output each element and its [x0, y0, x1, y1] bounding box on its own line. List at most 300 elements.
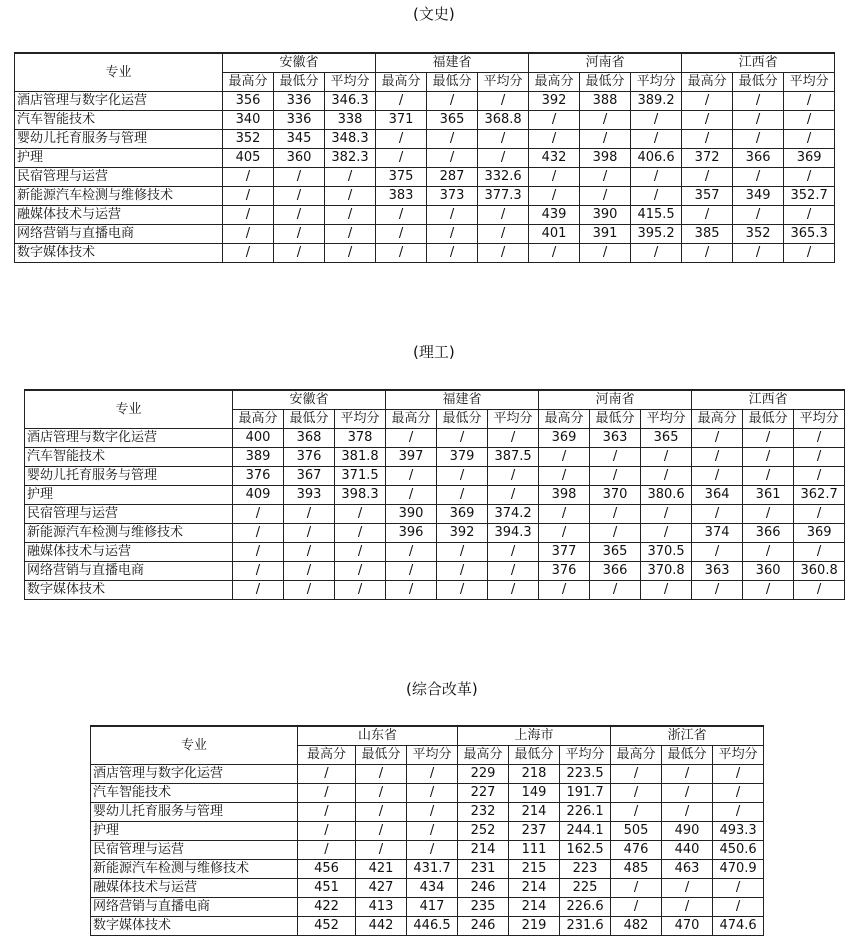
score-cell: 390 — [386, 505, 437, 524]
score-type-header: 最低分 — [274, 73, 325, 92]
score-cell: / — [478, 206, 529, 225]
score-cell: 493.3 — [713, 822, 764, 841]
score-type-header: 最低分 — [662, 746, 713, 765]
score-type-header: 最低分 — [437, 410, 488, 429]
score-cell: / — [298, 822, 356, 841]
score-type-header: 最高分 — [692, 410, 743, 429]
major-name: 汽车智能技术 — [25, 448, 233, 467]
score-cell: 392 — [437, 524, 488, 543]
score-cell: / — [682, 206, 733, 225]
score-cell: / — [356, 765, 407, 784]
score-cell: / — [488, 562, 539, 581]
score-cell: / — [784, 111, 835, 130]
score-cell: 422 — [298, 898, 356, 917]
score-table-wenshi — [14, 52, 835, 263]
score-cell: 450.6 — [713, 841, 764, 860]
score-cell: 434 — [407, 879, 458, 898]
score-cell: / — [692, 505, 743, 524]
table-row — [25, 524, 845, 543]
province-header: 江西省 — [682, 53, 835, 73]
score-cell: / — [631, 244, 682, 263]
score-cell: / — [386, 429, 437, 448]
score-cell: / — [437, 486, 488, 505]
score-cell: / — [223, 187, 274, 206]
score-type-header: 最低分 — [284, 410, 335, 429]
score-cell: / — [611, 803, 662, 822]
major-name: 汽车智能技术 — [15, 111, 223, 130]
score-cell: 363 — [692, 562, 743, 581]
score-cell: 338 — [325, 111, 376, 130]
score-cell: 223.5 — [560, 765, 611, 784]
score-cell: / — [682, 92, 733, 111]
table-row — [15, 244, 835, 263]
score-cell: / — [427, 92, 478, 111]
score-cell: 371.5 — [335, 467, 386, 486]
score-cell: / — [662, 803, 713, 822]
score-cell: / — [356, 822, 407, 841]
score-cell: / — [692, 429, 743, 448]
score-cell: 360.8 — [794, 562, 845, 581]
score-cell: / — [590, 524, 641, 543]
score-cell: / — [376, 92, 427, 111]
major-name: 酒店管理与数字化运营 — [91, 765, 298, 784]
major-name: 护理 — [15, 149, 223, 168]
score-cell: / — [529, 111, 580, 130]
score-cell: / — [488, 543, 539, 562]
score-cell: / — [692, 467, 743, 486]
score-cell: / — [427, 149, 478, 168]
score-cell: / — [376, 149, 427, 168]
score-cell: / — [794, 505, 845, 524]
score-cell: 371 — [376, 111, 427, 130]
score-table-ligong — [24, 389, 845, 600]
major-name: 新能源汽车检测与维修技术 — [25, 524, 233, 543]
score-cell: / — [641, 581, 692, 600]
score-cell: / — [478, 244, 529, 263]
score-cell: / — [784, 206, 835, 225]
score-cell: 374 — [692, 524, 743, 543]
province-header: 上海市 — [458, 726, 611, 746]
score-cell: 227 — [458, 784, 509, 803]
score-cell: 336 — [274, 92, 325, 111]
score-cell: 439 — [529, 206, 580, 225]
score-cell: 396 — [386, 524, 437, 543]
score-cell: 231.6 — [560, 917, 611, 936]
major-name: 融媒体技术与运营 — [91, 879, 298, 898]
score-type-header: 平均分 — [560, 746, 611, 765]
score-cell: / — [335, 524, 386, 543]
score-cell: 365 — [427, 111, 478, 130]
score-cell: / — [284, 581, 335, 600]
score-cell: / — [298, 784, 356, 803]
score-type-header: 最低分 — [733, 73, 784, 92]
score-cell: / — [437, 543, 488, 562]
score-cell: / — [580, 130, 631, 149]
score-cell: 336 — [274, 111, 325, 130]
score-cell: 370.5 — [641, 543, 692, 562]
score-cell: 366 — [590, 562, 641, 581]
score-cell: / — [407, 822, 458, 841]
score-cell: 432 — [529, 149, 580, 168]
score-cell: 226.1 — [560, 803, 611, 822]
score-cell: / — [233, 505, 284, 524]
score-type-header: 最高分 — [223, 73, 274, 92]
score-cell: / — [478, 92, 529, 111]
score-type-header: 最低分 — [509, 746, 560, 765]
score-cell: 214 — [509, 803, 560, 822]
major-name: 婴幼儿托育服务与管理 — [25, 467, 233, 486]
score-cell: 389 — [233, 448, 284, 467]
province-header: 山东省 — [298, 726, 458, 746]
score-cell: / — [539, 505, 590, 524]
score-cell: 392 — [529, 92, 580, 111]
score-cell: / — [580, 111, 631, 130]
score-cell: 442 — [356, 917, 407, 936]
score-cell: 352.7 — [784, 187, 835, 206]
score-cell: 409 — [233, 486, 284, 505]
score-cell: / — [590, 581, 641, 600]
score-cell: 223 — [560, 860, 611, 879]
score-cell: 363 — [590, 429, 641, 448]
score-cell: 235 — [458, 898, 509, 917]
score-cell: 352 — [733, 225, 784, 244]
score-cell: 389.2 — [631, 92, 682, 111]
province-header: 河南省 — [539, 390, 692, 410]
score-cell: / — [284, 562, 335, 581]
score-cell: 393 — [284, 486, 335, 505]
score-cell: 287 — [427, 168, 478, 187]
score-cell: 232 — [458, 803, 509, 822]
major-name: 婴幼儿托育服务与管理 — [15, 130, 223, 149]
score-type-header: 最低分 — [743, 410, 794, 429]
score-cell: 378 — [335, 429, 386, 448]
major-name: 汽车智能技术 — [91, 784, 298, 803]
score-type-header: 最高分 — [386, 410, 437, 429]
score-type-header: 最高分 — [298, 746, 356, 765]
score-cell: 366 — [733, 149, 784, 168]
score-cell: 377 — [539, 543, 590, 562]
score-cell: 214 — [509, 879, 560, 898]
score-cell: / — [356, 803, 407, 822]
score-cell: / — [662, 879, 713, 898]
score-cell: / — [437, 467, 488, 486]
score-cell: / — [356, 841, 407, 860]
score-type-header: 平均分 — [407, 746, 458, 765]
score-type-header: 最高分 — [376, 73, 427, 92]
major-name: 新能源汽车检测与维修技术 — [15, 187, 223, 206]
score-cell: / — [631, 168, 682, 187]
score-cell: 346.3 — [325, 92, 376, 111]
score-cell: / — [580, 244, 631, 263]
score-cell: / — [794, 467, 845, 486]
major-name: 数字媒体技术 — [25, 581, 233, 600]
score-cell: / — [713, 898, 764, 917]
score-cell: 357 — [682, 187, 733, 206]
major-name: 网络营销与直播电商 — [15, 225, 223, 244]
table-row — [15, 206, 835, 225]
score-cell: 421 — [356, 860, 407, 879]
score-cell: / — [641, 448, 692, 467]
table-row — [91, 898, 764, 917]
score-cell: 482 — [611, 917, 662, 936]
score-cell: / — [580, 187, 631, 206]
score-cell: 379 — [437, 448, 488, 467]
score-cell: 366 — [743, 524, 794, 543]
score-cell: 474.6 — [713, 917, 764, 936]
score-cell: 214 — [509, 898, 560, 917]
score-cell: 345 — [274, 130, 325, 149]
score-table-zonghe — [90, 725, 764, 936]
score-cell: / — [488, 467, 539, 486]
score-cell: / — [376, 244, 427, 263]
score-cell: 415.5 — [631, 206, 682, 225]
score-cell: / — [233, 562, 284, 581]
major-header: 专业 — [91, 726, 298, 765]
score-type-header: 最高分 — [529, 73, 580, 92]
score-type-header: 最低分 — [580, 73, 631, 92]
score-cell: 332.6 — [478, 168, 529, 187]
score-cell: / — [386, 581, 437, 600]
score-cell: / — [223, 225, 274, 244]
score-cell: / — [611, 784, 662, 803]
score-cell: / — [529, 130, 580, 149]
score-cell: 361 — [743, 486, 794, 505]
score-cell: 427 — [356, 879, 407, 898]
table-row — [15, 187, 835, 206]
score-cell: 398.3 — [335, 486, 386, 505]
score-cell: 369 — [437, 505, 488, 524]
score-cell: / — [539, 524, 590, 543]
score-type-header: 最低分 — [356, 746, 407, 765]
score-cell: 246 — [458, 879, 509, 898]
score-cell: / — [692, 448, 743, 467]
major-name: 婴幼儿托育服务与管理 — [91, 803, 298, 822]
score-cell: 406.6 — [631, 149, 682, 168]
table-row — [15, 149, 835, 168]
major-header: 专业 — [15, 53, 223, 92]
major-name: 网络营销与直播电商 — [25, 562, 233, 581]
province-header: 福建省 — [386, 390, 539, 410]
score-cell: 376 — [284, 448, 335, 467]
score-cell: 225 — [560, 879, 611, 898]
score-cell: / — [529, 244, 580, 263]
score-cell: 218 — [509, 765, 560, 784]
score-cell: / — [784, 168, 835, 187]
major-name: 民宿管理与运营 — [91, 841, 298, 860]
score-cell: / — [407, 784, 458, 803]
section-title-wenshi: (文史) — [413, 5, 455, 23]
score-type-header: 平均分 — [488, 410, 539, 429]
score-cell: 476 — [611, 841, 662, 860]
score-cell: 370 — [590, 486, 641, 505]
score-cell: / — [427, 244, 478, 263]
score-type-header: 平均分 — [713, 746, 764, 765]
score-type-header: 最高分 — [682, 73, 733, 92]
score-cell: / — [692, 543, 743, 562]
score-cell: / — [611, 879, 662, 898]
score-type-header: 平均分 — [641, 410, 692, 429]
score-cell: 377.3 — [478, 187, 529, 206]
score-cell: 365 — [641, 429, 692, 448]
score-cell: / — [437, 429, 488, 448]
score-cell: 246 — [458, 917, 509, 936]
score-cell: 394.3 — [488, 524, 539, 543]
score-type-header: 平均分 — [784, 73, 835, 92]
score-cell: 229 — [458, 765, 509, 784]
score-cell: 365.3 — [784, 225, 835, 244]
table-row — [25, 467, 845, 486]
score-cell: 463 — [662, 860, 713, 879]
major-name: 护理 — [25, 486, 233, 505]
major-name: 民宿管理与运营 — [25, 505, 233, 524]
score-cell: 400 — [233, 429, 284, 448]
score-cell: / — [223, 244, 274, 263]
score-cell: / — [407, 803, 458, 822]
major-name: 民宿管理与运营 — [15, 168, 223, 187]
score-cell: 505 — [611, 822, 662, 841]
score-cell: 398 — [539, 486, 590, 505]
province-header: 河南省 — [529, 53, 682, 73]
score-cell: 452 — [298, 917, 356, 936]
score-type-header: 平均分 — [325, 73, 376, 92]
score-cell: / — [223, 206, 274, 225]
score-cell: 370.8 — [641, 562, 692, 581]
score-cell: / — [376, 206, 427, 225]
score-cell: / — [611, 765, 662, 784]
score-cell: 485 — [611, 860, 662, 879]
table-row — [15, 168, 835, 187]
score-cell: 440 — [662, 841, 713, 860]
score-cell: 401 — [529, 225, 580, 244]
score-cell: / — [590, 448, 641, 467]
table-row — [25, 429, 845, 448]
score-cell: 405 — [223, 149, 274, 168]
score-cell: 368.8 — [478, 111, 529, 130]
score-cell: 382.3 — [325, 149, 376, 168]
score-cell: 214 — [458, 841, 509, 860]
table-row — [91, 784, 764, 803]
score-cell: 365 — [590, 543, 641, 562]
table-row — [91, 917, 764, 936]
score-cell: 111 — [509, 841, 560, 860]
score-cell: / — [682, 111, 733, 130]
score-cell: / — [733, 206, 784, 225]
major-name: 新能源汽车检测与维修技术 — [91, 860, 298, 879]
score-cell: / — [539, 448, 590, 467]
score-type-header: 最高分 — [539, 410, 590, 429]
score-cell: / — [427, 130, 478, 149]
table-row — [25, 581, 845, 600]
table-row — [91, 765, 764, 784]
score-cell: 369 — [539, 429, 590, 448]
score-cell: / — [335, 581, 386, 600]
score-cell: / — [743, 448, 794, 467]
score-cell: 367 — [284, 467, 335, 486]
score-cell: 237 — [509, 822, 560, 841]
score-cell: / — [335, 505, 386, 524]
score-cell: 398 — [580, 149, 631, 168]
score-cell: 360 — [743, 562, 794, 581]
score-type-header: 平均分 — [794, 410, 845, 429]
score-cell: / — [631, 187, 682, 206]
score-cell: 375 — [376, 168, 427, 187]
score-cell: 390 — [580, 206, 631, 225]
score-cell: / — [274, 206, 325, 225]
score-cell: / — [284, 505, 335, 524]
score-type-header: 最高分 — [611, 746, 662, 765]
score-cell: / — [641, 467, 692, 486]
score-cell: / — [529, 168, 580, 187]
score-cell: 356 — [223, 92, 274, 111]
score-cell: 417 — [407, 898, 458, 917]
score-cell: / — [733, 111, 784, 130]
score-cell: 348.3 — [325, 130, 376, 149]
table-row — [25, 486, 845, 505]
major-name: 融媒体技术与运营 — [15, 206, 223, 225]
score-cell: / — [488, 429, 539, 448]
score-cell: / — [298, 765, 356, 784]
province-header: 江西省 — [692, 390, 845, 410]
score-cell: 252 — [458, 822, 509, 841]
score-cell: / — [233, 524, 284, 543]
score-cell: / — [356, 784, 407, 803]
score-cell: / — [274, 244, 325, 263]
score-cell: / — [713, 879, 764, 898]
score-cell: 215 — [509, 860, 560, 879]
score-type-header: 最低分 — [590, 410, 641, 429]
score-cell: 451 — [298, 879, 356, 898]
major-name: 数字媒体技术 — [91, 917, 298, 936]
score-cell: / — [733, 168, 784, 187]
score-cell: 431.7 — [407, 860, 458, 879]
score-cell: / — [325, 244, 376, 263]
score-cell: / — [427, 206, 478, 225]
score-cell: 376 — [233, 467, 284, 486]
score-cell: 490 — [662, 822, 713, 841]
score-cell: / — [325, 187, 376, 206]
score-cell: 369 — [784, 149, 835, 168]
score-cell: 364 — [692, 486, 743, 505]
score-cell: / — [376, 225, 427, 244]
score-cell: 162.5 — [560, 841, 611, 860]
score-cell: 391 — [580, 225, 631, 244]
score-cell: / — [376, 130, 427, 149]
score-cell: 381.8 — [335, 448, 386, 467]
score-cell: / — [407, 765, 458, 784]
score-cell: / — [682, 130, 733, 149]
score-cell: 149 — [509, 784, 560, 803]
score-cell: / — [335, 562, 386, 581]
score-cell: / — [682, 168, 733, 187]
score-type-header: 最高分 — [233, 410, 284, 429]
score-cell: / — [488, 581, 539, 600]
score-cell: / — [794, 543, 845, 562]
score-cell: 340 — [223, 111, 274, 130]
score-cell: 376 — [539, 562, 590, 581]
score-cell: / — [386, 467, 437, 486]
score-cell: / — [427, 225, 478, 244]
score-cell: / — [325, 168, 376, 187]
province-header: 福建省 — [376, 53, 529, 73]
table-row — [91, 860, 764, 879]
score-cell: / — [743, 581, 794, 600]
score-cell: 191.7 — [560, 784, 611, 803]
score-type-header: 平均分 — [335, 410, 386, 429]
table-row — [25, 562, 845, 581]
score-cell: / — [437, 562, 488, 581]
province-header: 安徽省 — [223, 53, 376, 73]
major-header: 专业 — [25, 390, 233, 429]
